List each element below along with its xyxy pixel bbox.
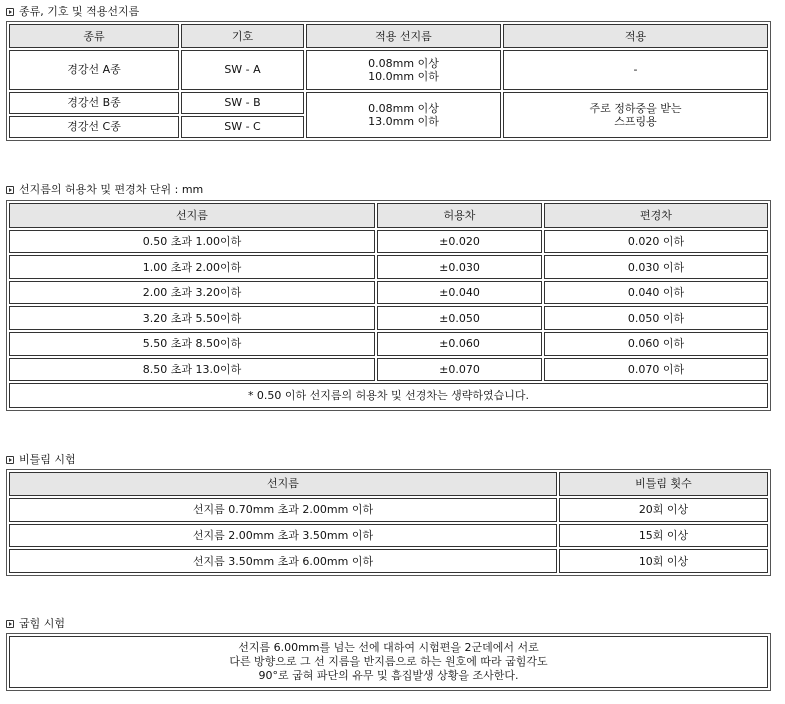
tolerance-cell: ±0.070 xyxy=(377,358,542,382)
section-title-bending: 굽힘 시험 xyxy=(6,617,65,631)
table-row xyxy=(9,230,768,254)
diameter-cell: 8.50 초과 13.0이하 xyxy=(9,358,375,382)
shared-range-cell: 0.08mm 이상 13.0mm 이하 xyxy=(306,92,501,138)
kind-cell: 경강선 C종 xyxy=(9,116,179,138)
ovality-cell: 0.020 이하 xyxy=(544,230,768,254)
arrow-bullet-icon xyxy=(6,456,14,464)
table-header-row xyxy=(9,24,768,48)
shared-use-cell: 주로 정하중을 받는 스프링용 xyxy=(503,92,768,138)
table-row xyxy=(9,306,768,330)
header-range: 적용 선지름 xyxy=(306,24,501,48)
table-row xyxy=(9,636,768,688)
header-tolerance: 허용차 xyxy=(377,203,542,228)
header-diameter: 선지름 xyxy=(9,203,375,228)
ovality-cell: 0.030 이하 xyxy=(544,255,768,279)
tolerance-cell: ±0.020 xyxy=(377,230,542,254)
note-row xyxy=(9,383,768,408)
kind-cell: 경강선 B종 xyxy=(9,92,179,114)
table-row xyxy=(9,255,768,279)
bending-table xyxy=(6,633,771,691)
bending-description: 선지름 6.00mm를 넘는 선에 대하여 시험편을 2군데에서 서로 다른 방향으로 그 선 지름을 반지름으로 하는 원호에 따라 굽힘각도 90°로 굽혀 파단의 유무 및 흠집발생 상황을 조사한다. xyxy=(9,636,768,688)
tolerance-cell: ±0.030 xyxy=(377,255,542,279)
header-diameter: 선지름 xyxy=(9,472,557,496)
tolerance-table xyxy=(6,200,771,411)
header-kind: 종류 xyxy=(9,24,179,48)
table-header-row xyxy=(9,203,768,228)
diameter-cell: 선지름 0.70mm 초과 2.00mm 이하 xyxy=(9,498,557,522)
arrow-bullet-icon xyxy=(6,620,14,628)
tolerance-cell: ±0.040 xyxy=(377,281,542,305)
header-symbol: 기호 xyxy=(181,24,304,48)
use-cell: - xyxy=(503,50,768,89)
ovality-cell: 0.050 이하 xyxy=(544,306,768,330)
arrow-bullet-icon xyxy=(6,186,14,194)
kind-cell: 경강선 A종 xyxy=(9,50,179,89)
table-row xyxy=(9,358,768,382)
header-twist-count: 비틀림 횟수 xyxy=(559,472,768,496)
table-row xyxy=(9,524,768,548)
section-title-torsion: 비틀림 시험 xyxy=(6,453,76,467)
diameter-cell: 0.50 초과 1.00이하 xyxy=(9,230,375,254)
tolerance-cell: ±0.050 xyxy=(377,306,542,330)
diameter-cell: 2.00 초과 3.20이하 xyxy=(9,281,375,305)
twist-count-cell: 10회 이상 xyxy=(559,549,768,573)
section-title-tolerance: 선지름의 허용차 및 편경차 단위 : mm xyxy=(6,183,203,197)
table-row xyxy=(9,92,768,114)
ovality-cell: 0.070 이하 xyxy=(544,358,768,382)
table-row xyxy=(9,498,768,522)
table-row xyxy=(9,50,768,89)
table-header-row xyxy=(9,472,768,496)
diameter-cell: 선지름 3.50mm 초과 6.00mm 이하 xyxy=(9,549,557,573)
range-cell: 0.08mm 이상 10.0mm 이하 xyxy=(306,50,501,89)
diameter-cell: 선지름 2.00mm 초과 3.50mm 이하 xyxy=(9,524,557,548)
table-row xyxy=(9,281,768,305)
table-row xyxy=(9,332,768,356)
header-ovality: 편경차 xyxy=(544,203,768,228)
tolerance-cell: ±0.060 xyxy=(377,332,542,356)
symbol-cell: SW - A xyxy=(181,50,304,89)
symbol-cell: SW - B xyxy=(181,92,304,114)
header-use: 적용 xyxy=(503,24,768,48)
twist-count-cell: 20회 이상 xyxy=(559,498,768,522)
diameter-cell: 1.00 초과 2.00이하 xyxy=(9,255,375,279)
torsion-table xyxy=(6,469,771,576)
section-title-types: 종류, 기호 및 적용선지름 xyxy=(6,5,139,19)
ovality-cell: 0.040 이하 xyxy=(544,281,768,305)
twist-count-cell: 15회 이상 xyxy=(559,524,768,548)
diameter-cell: 5.50 초과 8.50이하 xyxy=(9,332,375,356)
table-row xyxy=(9,549,768,573)
types-table xyxy=(6,21,771,141)
ovality-cell: 0.060 이하 xyxy=(544,332,768,356)
diameter-cell: 3.20 초과 5.50이하 xyxy=(9,306,375,330)
symbol-cell: SW - C xyxy=(181,116,304,138)
omission-note: * 0.50 이하 선지름의 허용차 및 선경차는 생략하였습니다. xyxy=(9,383,768,408)
arrow-bullet-icon xyxy=(6,8,14,16)
